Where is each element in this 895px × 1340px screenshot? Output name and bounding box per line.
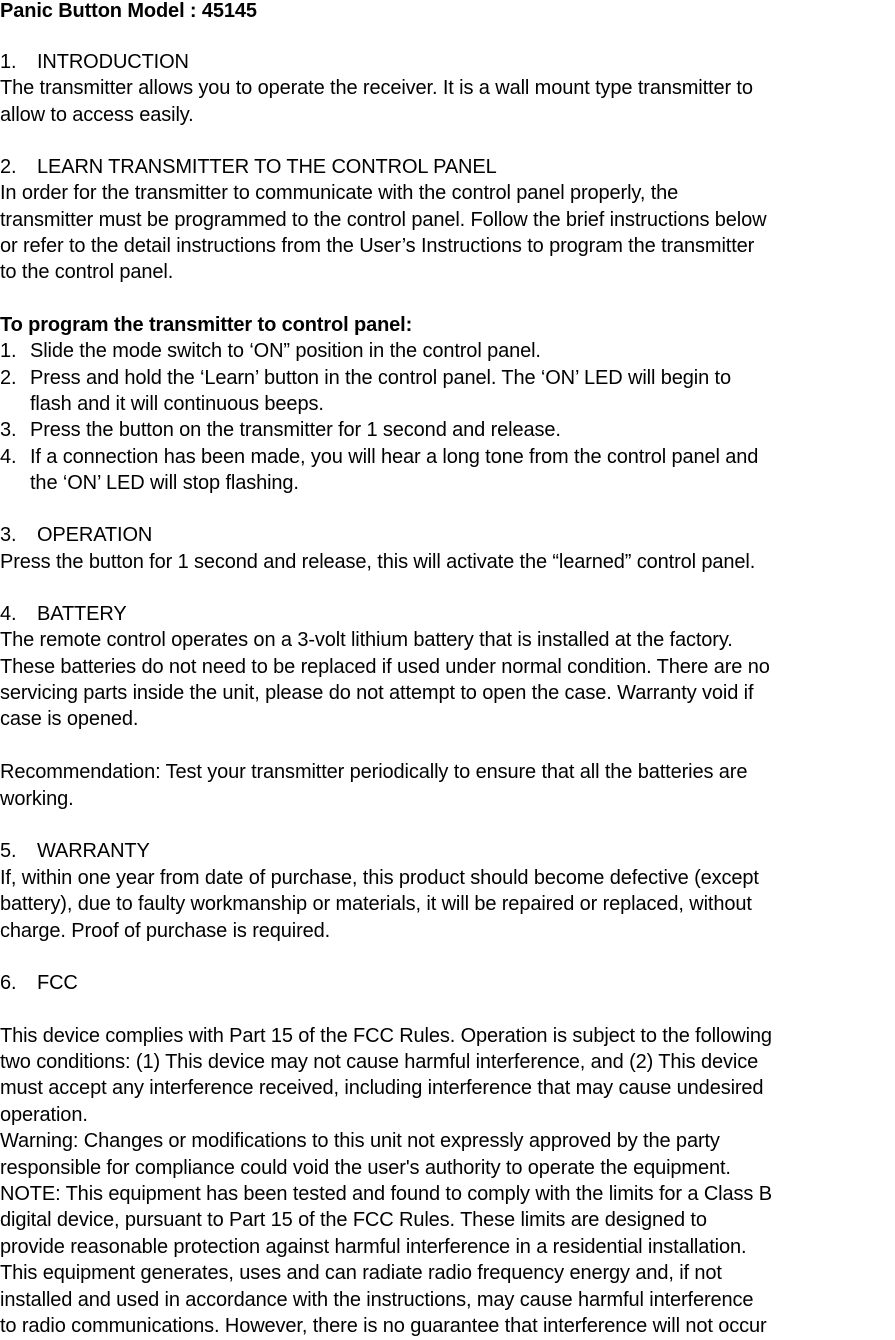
section-title: WARRANTY [37, 840, 150, 862]
step-text: Press and hold the ‘Learn’ button in the control panel. The ‘ON’ LED will begin to [30, 367, 731, 389]
fcc-line: This device complies with Part 15 of the FCC Rules. Operation is subject to the following [0, 1025, 772, 1047]
learn-line: In order for the transmitter to communicate with the control panel properly, the [0, 182, 679, 204]
section-title: LEARN TRANSMITTER TO THE CONTROL PANEL [37, 156, 497, 178]
intro-line: allow to access easily. [0, 104, 194, 126]
step-text-continued: the ‘ON’ LED will stop flashing. [30, 472, 299, 494]
fcc-line: installed and used in accordance with the instructions, may cause harmful interference [0, 1289, 754, 1311]
step-number: 2. [0, 367, 17, 389]
warranty-line: If, within one year from date of purchase, this product should become defective (except [0, 867, 759, 889]
fcc-line: responsible for compliance could void the user's authority to operate the equipment. [0, 1157, 731, 1179]
battery-line: case is opened. [0, 708, 139, 730]
step-text: Slide the mode switch to ‘ON” position in the control panel. [30, 340, 541, 362]
section-number: 1. [0, 51, 17, 73]
section-number: 4. [0, 603, 17, 625]
section-title: FCC [37, 972, 78, 994]
section-heading-operation [0, 522, 152, 548]
program-heading: To program the transmitter to control panel: [0, 314, 413, 336]
intro-line: The transmitter allows you to operate the receiver. It is a wall mount type transmitter to [0, 77, 753, 99]
section-heading-introduction [0, 49, 189, 75]
section-heading-warranty [0, 838, 150, 864]
section-title: INTRODUCTION [37, 51, 189, 73]
program-step [0, 444, 758, 470]
step-number: 4. [0, 446, 17, 468]
section-heading-battery [0, 601, 127, 627]
fcc-line: digital device, pursuant to Part 15 of the FCC Rules. These limits are designed to [0, 1209, 707, 1231]
fcc-line: provide reasonable protection against harmful interference in a residential installation. [0, 1236, 747, 1258]
step-text-continued: flash and it will continuous beeps. [30, 393, 324, 415]
program-step [0, 417, 561, 443]
fcc-line: two conditions: (1) This device may not cause harmful interference, and (2) This device [0, 1051, 759, 1073]
section-title: BATTERY [37, 603, 127, 625]
fcc-line: must accept any interference received, including interference that may cause undesired [0, 1077, 764, 1099]
step-text: Press the button on the transmitter for 1 second and release. [30, 419, 561, 441]
step-number: 1. [0, 340, 17, 362]
fcc-line: to radio communications. However, there is no guarantee that interference will not occur [0, 1315, 767, 1337]
warranty-line: battery), due to faulty workmanship or materials, it will be repaired or replaced, without [0, 893, 752, 915]
step-text: If a connection has been made, you will hear a long tone from the control panel and [30, 446, 759, 468]
operation-line: Press the button for 1 second and release, this will activate the “learned” control panel. [0, 551, 756, 573]
battery-line: These batteries do not need to be replaced if used under normal condition. There are no [0, 656, 770, 678]
learn-line: or refer to the detail instructions from the User’s Instructions to program the transmitter [0, 235, 755, 257]
learn-line: transmitter must be programmed to the control panel. Follow the brief instructions below [0, 209, 767, 231]
program-step [0, 365, 731, 391]
recommendation-line: working. [0, 788, 74, 810]
warranty-line: charge. Proof of purchase is required. [0, 920, 331, 942]
step-number: 3. [0, 419, 17, 441]
fcc-line: Warning: Changes or modifications to this unit not expressly approved by the party [0, 1130, 720, 1152]
battery-line: The remote control operates on a 3-volt lithium battery that is installed at the factory. [0, 629, 733, 651]
fcc-line: NOTE: This equipment has been tested and found to comply with the limits for a Class B [0, 1183, 772, 1205]
section-number: 6. [0, 972, 17, 994]
learn-line: to the control panel. [0, 261, 174, 283]
fcc-line: operation. [0, 1104, 88, 1126]
section-number: 2. [0, 156, 17, 178]
section-number: 3. [0, 524, 17, 546]
document-title: Panic Button Model : 45145 [0, 0, 257, 22]
section-heading-learn [0, 154, 497, 180]
program-step [0, 338, 541, 364]
section-number: 5. [0, 840, 17, 862]
battery-line: servicing parts inside the unit, please do not attempt to open the case. Warranty void if [0, 682, 754, 704]
fcc-line: This equipment generates, uses and can radiate radio frequency energy and, if not [0, 1262, 722, 1284]
recommendation-line: Recommendation: Test your transmitter periodically to ensure that all the batteries are [0, 761, 748, 783]
section-heading-fcc [0, 970, 78, 996]
section-title: OPERATION [37, 524, 153, 546]
